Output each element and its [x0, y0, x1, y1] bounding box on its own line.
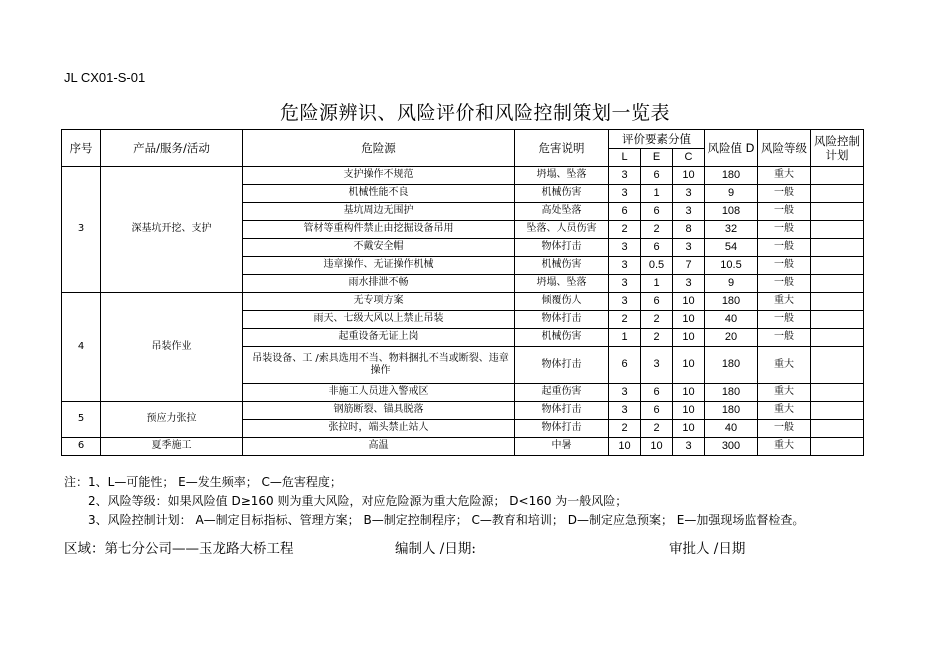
harm-cell: 物体打击	[515, 239, 609, 257]
score-C-cell: 10	[673, 329, 705, 347]
score-L-cell: 2	[609, 420, 641, 438]
risk-level-cell: 一般	[758, 221, 811, 239]
control-plan-cell	[811, 420, 864, 438]
score-C-cell: 10	[673, 420, 705, 438]
score-L-cell: 10	[609, 438, 641, 456]
control-plan-cell	[811, 167, 864, 185]
risk-level-cell: 重大	[758, 402, 811, 420]
header-no: 序号	[62, 130, 101, 167]
score-C-cell: 3	[673, 275, 705, 293]
score-L-cell: 3	[609, 293, 641, 311]
score-L-cell: 3	[609, 239, 641, 257]
harm-cell: 倾覆伤人	[515, 293, 609, 311]
notes	[64, 473, 804, 530]
harm-cell: 坠落、人员伤害	[515, 221, 609, 239]
harm-cell: 中暑	[515, 438, 609, 456]
score-C-cell: 3	[673, 438, 705, 456]
risk-table-body	[62, 167, 864, 456]
score-E-cell: 6	[641, 293, 673, 311]
risk-value-cell: 10.5	[705, 257, 758, 275]
risk-value-cell: 32	[705, 221, 758, 239]
risk-level-cell: 重大	[758, 167, 811, 185]
score-L-cell: 6	[609, 347, 641, 384]
risk-value-cell: 20	[705, 329, 758, 347]
group-activity: 吊装作业	[101, 293, 243, 402]
score-C-cell: 8	[673, 221, 705, 239]
note-1: 注：1、L—可能性； E—发生频率； C—危害程度；	[64, 475, 342, 489]
score-L-cell: 3	[609, 167, 641, 185]
harm-cell: 坍塌、坠落	[515, 275, 609, 293]
control-plan-cell	[811, 329, 864, 347]
header-control-plan: 风险控制计划	[811, 130, 864, 167]
table-row	[62, 293, 864, 311]
control-plan-cell	[811, 384, 864, 402]
score-E-cell: 2	[641, 329, 673, 347]
harm-cell: 物体打击	[515, 311, 609, 329]
hazard-cell: 支护操作不规范	[243, 167, 515, 185]
risk-value-cell: 40	[705, 420, 758, 438]
score-C-cell: 10	[673, 384, 705, 402]
hazard-cell: 非施工人员进入警戒区	[243, 384, 515, 402]
risk-value-cell: 180	[705, 293, 758, 311]
risk-level-cell: 重大	[758, 384, 811, 402]
hazard-cell: 雨水排泄不畅	[243, 275, 515, 293]
harm-cell: 坍塌、坠落	[515, 167, 609, 185]
score-E-cell: 1	[641, 185, 673, 203]
score-C-cell: 3	[673, 203, 705, 221]
risk-level-cell: 一般	[758, 329, 811, 347]
group-activity: 预应力张拉	[101, 402, 243, 438]
score-C-cell: 10	[673, 402, 705, 420]
risk-value-cell: 9	[705, 275, 758, 293]
document-code: JL CX01-S-01	[64, 70, 146, 85]
risk-value-cell: 54	[705, 239, 758, 257]
score-E-cell: 6	[641, 402, 673, 420]
control-plan-cell	[811, 402, 864, 420]
risk-value-cell: 108	[705, 203, 758, 221]
score-E-cell: 2	[641, 420, 673, 438]
score-E-cell: 6	[641, 384, 673, 402]
table-row	[62, 402, 864, 420]
score-E-cell: 10	[641, 438, 673, 456]
hazard-cell: 管材等重构件禁止由挖掘设备吊用	[243, 221, 515, 239]
score-C-cell: 3	[673, 185, 705, 203]
header-L: L	[609, 149, 641, 167]
group-number: 4	[62, 293, 101, 402]
hazard-cell: 张拉时，端头禁止站人	[243, 420, 515, 438]
score-E-cell: 2	[641, 311, 673, 329]
risk-level-cell: 重大	[758, 293, 811, 311]
hazard-cell: 无专项方案	[243, 293, 515, 311]
header-activity: 产品/服务/活动	[101, 130, 243, 167]
harm-cell: 机械伤害	[515, 329, 609, 347]
harm-cell: 机械伤害	[515, 185, 609, 203]
page-title: 危险源辨识、风险评价和风险控制策划一览表	[279, 102, 670, 124]
score-L-cell: 6	[609, 203, 641, 221]
header-E: E	[641, 149, 673, 167]
risk-value-cell: 40	[705, 311, 758, 329]
harm-cell: 物体打击	[515, 347, 609, 384]
group-number: 3	[62, 167, 101, 293]
score-L-cell: 3	[609, 402, 641, 420]
header-harm: 危害说明	[515, 130, 609, 167]
score-L-cell: 3	[609, 185, 641, 203]
risk-level-cell: 一般	[758, 239, 811, 257]
risk-value-cell: 180	[705, 384, 758, 402]
risk-level-cell: 重大	[758, 438, 811, 456]
header-risk-level: 风险等级	[758, 130, 811, 167]
score-C-cell: 10	[673, 167, 705, 185]
footer-area: 区域：第七分公司——玉龙路大桥工程	[64, 541, 294, 557]
score-L-cell: 2	[609, 311, 641, 329]
group-activity: 夏季施工	[101, 438, 243, 456]
score-L-cell: 3	[609, 384, 641, 402]
control-plan-cell	[811, 239, 864, 257]
control-plan-cell	[811, 185, 864, 203]
control-plan-cell	[811, 293, 864, 311]
control-plan-cell	[811, 257, 864, 275]
score-L-cell: 1	[609, 329, 641, 347]
group-activity: 深基坑开挖、支护	[101, 167, 243, 293]
score-E-cell: 1	[641, 275, 673, 293]
table-row	[62, 167, 864, 185]
score-C-cell: 10	[673, 293, 705, 311]
score-E-cell: 2	[641, 221, 673, 239]
risk-level-cell: 一般	[758, 311, 811, 329]
score-C-cell: 7	[673, 257, 705, 275]
risk-value-cell: 9	[705, 185, 758, 203]
harm-cell: 高处坠落	[515, 203, 609, 221]
hazard-cell: 基坑周边无围护	[243, 203, 515, 221]
note-2: 2、风险等级：如果风险值 D≥160 则为重大风险，对应危险源为重大危险源； D<160 为一般风险；	[88, 494, 628, 508]
control-plan-cell	[811, 221, 864, 239]
hazard-cell: 钢筋断裂、锚具脱落	[243, 402, 515, 420]
score-E-cell: 6	[641, 167, 673, 185]
control-plan-cell	[811, 438, 864, 456]
harm-cell: 物体打击	[515, 402, 609, 420]
hazard-cell: 机械性能不良	[243, 185, 515, 203]
score-E-cell: 6	[641, 203, 673, 221]
control-plan-cell	[811, 275, 864, 293]
score-E-cell: 6	[641, 239, 673, 257]
hazard-cell: 起重设备无证上岗	[243, 329, 515, 347]
risk-level-cell: 一般	[758, 420, 811, 438]
risk-value-cell: 180	[705, 167, 758, 185]
hazard-cell: 高温	[243, 438, 515, 456]
harm-cell: 起重伤害	[515, 384, 609, 402]
risk-value-cell: 180	[705, 402, 758, 420]
footer-approver: 审批人 /日期	[669, 541, 746, 557]
hazard-cell: 不戴安全帽	[243, 239, 515, 257]
risk-level-cell: 一般	[758, 275, 811, 293]
hazard-cell: 吊装设备、工 /索具选用不当、物料捆扎不当或断裂、违章操作	[243, 347, 515, 384]
harm-cell: 机械伤害	[515, 257, 609, 275]
header-C: C	[673, 149, 705, 167]
risk-table	[61, 129, 864, 456]
risk-level-cell: 一般	[758, 257, 811, 275]
score-L-cell: 2	[609, 221, 641, 239]
group-number: 5	[62, 402, 101, 438]
score-L-cell: 3	[609, 257, 641, 275]
hazard-cell: 违章操作、无证操作机械	[243, 257, 515, 275]
control-plan-cell	[811, 203, 864, 221]
harm-cell: 物体打击	[515, 420, 609, 438]
note-3: 3、风险控制计划： A—制定目标指标、管理方案； B—制定控制程序； C—教育和培训； D—制定应急预案； E—加强现场监督检查。	[88, 513, 805, 527]
risk-value-cell: 180	[705, 347, 758, 384]
risk-level-cell: 一般	[758, 203, 811, 221]
footer-editor: 编制人 /日期:	[395, 541, 476, 557]
control-plan-cell	[811, 347, 864, 384]
risk-level-cell: 重大	[758, 347, 811, 384]
header-risk-value: 风险值 D	[705, 130, 758, 167]
control-plan-cell	[811, 311, 864, 329]
score-E-cell: 3	[641, 347, 673, 384]
score-C-cell: 10	[673, 311, 705, 329]
risk-value-cell: 300	[705, 438, 758, 456]
risk-level-cell: 一般	[758, 185, 811, 203]
header-eval-group: 评价要素分值	[609, 130, 705, 149]
header-hazard: 危险源	[243, 130, 515, 167]
score-C-cell: 10	[673, 347, 705, 384]
score-C-cell: 3	[673, 239, 705, 257]
hazard-cell: 雨天、七级大风以上禁止吊装	[243, 311, 515, 329]
table-row	[62, 438, 864, 456]
score-E-cell: 0.5	[641, 257, 673, 275]
score-L-cell: 3	[609, 275, 641, 293]
group-number: 6	[62, 438, 101, 456]
